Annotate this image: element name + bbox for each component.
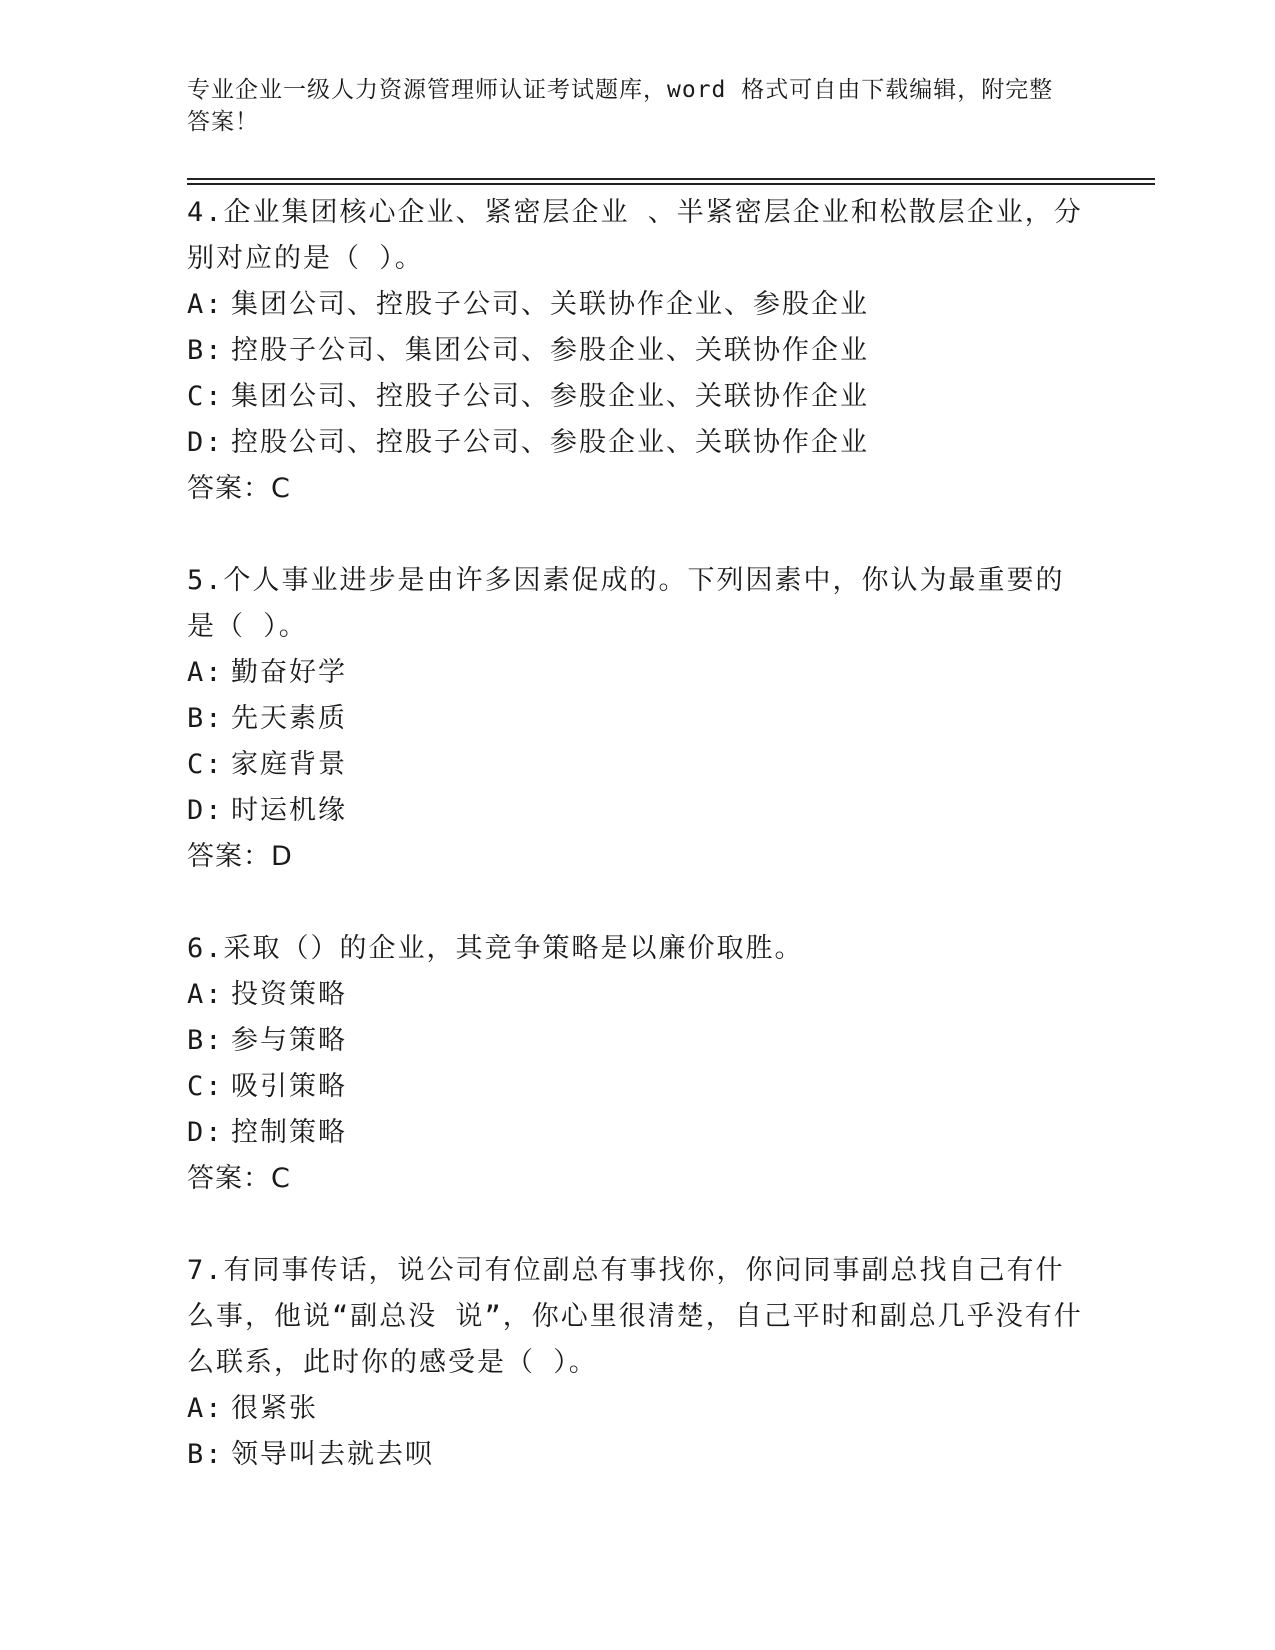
answer-label: 答案：: [187, 841, 271, 872]
option-a: [187, 972, 1087, 1018]
answer-value: C: [271, 1163, 291, 1194]
question-stem: [187, 558, 1087, 650]
option-letter: D:: [187, 1117, 224, 1148]
option-a: [187, 282, 1087, 328]
question-stem: [187, 926, 1087, 972]
answer-label: 答案：: [187, 473, 271, 504]
option-letter: A:: [187, 657, 224, 688]
option-c: [187, 1064, 1087, 1110]
option-text: 吸引策略: [231, 1071, 347, 1102]
option-text: 家庭背景: [231, 749, 347, 780]
answer-line: [187, 834, 1087, 880]
option-text: 集团公司、控股子公司、关联协作企业、参股企业: [231, 289, 869, 320]
question-4: [187, 190, 1087, 512]
question-stem: [187, 190, 1087, 282]
option-text: 控股子公司、集团公司、参股企业、关联协作企业: [231, 335, 869, 366]
option-text: 勤奋好学: [231, 657, 347, 688]
option-c: [187, 374, 1087, 420]
question-text: 企业集团核心企业、紧密层企业 、半紧密层企业和松散层企业，分别对应的是（ ）。: [187, 197, 1083, 274]
answer-label: 答案：: [187, 1163, 271, 1194]
option-b: [187, 1018, 1087, 1064]
option-b: [187, 328, 1087, 374]
question-number: 7.: [187, 1255, 224, 1286]
option-text: 先天素质: [231, 703, 347, 734]
option-text: 控制策略: [231, 1117, 347, 1148]
question-5: [187, 558, 1087, 880]
answer-value: D: [271, 841, 293, 872]
option-letter: C:: [187, 381, 224, 412]
option-text: 参与策略: [231, 1025, 347, 1056]
option-letter: A:: [187, 289, 224, 320]
question-6: [187, 926, 1087, 1202]
answer-line: [187, 1156, 1087, 1202]
option-letter: B:: [187, 1439, 224, 1470]
option-d: [187, 788, 1087, 834]
option-d: [187, 1110, 1087, 1156]
option-text: 投资策略: [231, 979, 347, 1010]
option-a: [187, 1386, 1087, 1432]
option-letter: B:: [187, 335, 224, 366]
question-list: [187, 190, 1087, 1524]
question-7: [187, 1248, 1087, 1478]
question-text: 采取（）的企业，其竞争策略是以廉价取胜。: [223, 933, 804, 964]
option-text: 领导叫去就去呗: [231, 1439, 434, 1470]
question-stem: [187, 1248, 1087, 1386]
option-b: [187, 696, 1087, 742]
option-letter: D:: [187, 427, 224, 458]
option-letter: C:: [187, 749, 224, 780]
question-number: 5.: [187, 565, 224, 596]
option-a: [187, 650, 1087, 696]
option-letter: B:: [187, 703, 224, 734]
option-d: [187, 420, 1087, 466]
option-letter: A:: [187, 979, 224, 1010]
question-number: 6.: [187, 933, 224, 964]
option-text: 时运机缘: [231, 795, 347, 826]
question-text: 有同事传话，说公司有位副总有事找你，你问同事副总找自己有什么事，他说“副总没 说”，你心里很清楚，自己平时和副总几乎没有什么联系，此时你的感受是（ ）。: [187, 1255, 1083, 1378]
option-text: 集团公司、控股子公司、参股企业、关联协作企业: [231, 381, 869, 412]
option-c: [187, 742, 1087, 788]
header-divider-top: [187, 178, 1155, 180]
question-text: 个人事业进步是由许多因素促成的。下列因素中，你认为最重要的是（ ）。: [187, 565, 1065, 642]
option-b: [187, 1432, 1087, 1478]
answer-value: C: [271, 473, 291, 504]
header-divider-bottom: [187, 183, 1155, 185]
option-text: 很紧张: [231, 1393, 318, 1424]
option-letter: C:: [187, 1071, 224, 1102]
answer-line: [187, 466, 1087, 512]
header-intro: 专业企业一级人力资源管理师认证考试题库，word 格式可自由下载编辑，附完整答案！: [187, 77, 1054, 135]
option-letter: A:: [187, 1393, 224, 1424]
question-number: 4.: [187, 197, 224, 228]
option-text: 控股公司、控股子公司、参股企业、关联协作企业: [231, 427, 869, 458]
option-letter: D:: [187, 795, 224, 826]
option-letter: B:: [187, 1025, 224, 1056]
